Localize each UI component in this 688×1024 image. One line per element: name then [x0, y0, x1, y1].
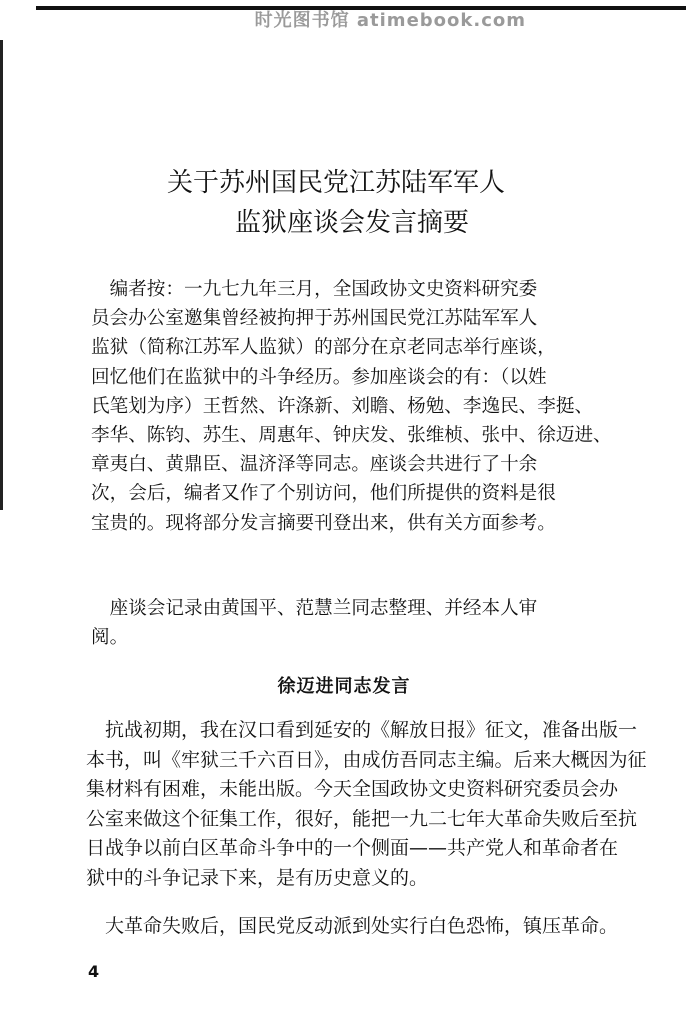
- editor-note-line: 章夷白、黄鼎臣、温济泽等同志。座谈会共进行了十余: [91, 454, 538, 476]
- page-number: 4: [88, 962, 100, 981]
- body-line: 抗战初期，我在汉口看到延安的《解放日报》征文，准备出版一: [86, 719, 638, 741]
- editor-note-line: 氏笔划为序）王哲然、许涤新、刘瞻、杨勉、李逸民、李挺、: [91, 395, 594, 417]
- editor-record-note: [91, 594, 571, 652]
- editor-record-line: 阅。: [91, 627, 129, 649]
- article-title-line-1: 关于苏州国民党江苏陆军军人: [166, 168, 505, 198]
- body-line: 狱中的斗争记录下来，是有历史意义的。: [86, 866, 429, 889]
- scan-edge: [0, 40, 3, 510]
- editor-note-line: 员会办公室邀集曾经被拘押于苏州国民党江苏陆军军人: [91, 308, 538, 330]
- body-paragraph-2: [86, 912, 619, 942]
- editor-note-line: 宝贵的。现将部分发言摘要刊登出来，供有关方面参考。: [91, 512, 556, 534]
- body-line: 大革命失败后，国民党反动派到处实行白色恐怖，镇压革命。: [86, 915, 619, 937]
- watermark: 时光图书馆 atimebook.com: [254, 10, 526, 31]
- body-paragraph-1: [86, 716, 647, 893]
- editor-note: [91, 275, 612, 538]
- section-title: 徐迈进同志发言: [277, 676, 411, 697]
- editor-note-line: 编者按：一九七九年三月，全国政协文史资料研究委: [91, 279, 538, 300]
- editor-note-line: 监狱（简称江苏军人监狱）的部分在京老同志举行座谈，: [91, 337, 556, 359]
- body-line: 集材料有困难，未能出版。今天全国政协文史资料研究委员会办: [86, 778, 619, 800]
- body-line: 日战争以前白区革命斗争中的一个侧面——共产党人和革命者在: [86, 837, 619, 859]
- editor-note-line: 回忆他们在监狱中的斗争经历。参加座谈会的有：（以姓: [91, 366, 547, 388]
- body-line: 本书，叫《牢狱三千六百日》，由成仿吾同志主编。后来大概因为征: [86, 748, 647, 771]
- article-title-line-2: 监狱座谈会发言摘要: [234, 208, 469, 238]
- editor-record-line: 座谈会记录由黄国平、范慧兰同志整理、并经本人审: [91, 598, 538, 619]
- editor-note-line: 李华、陈钧、苏生、周惠年、钟庆发、张维桢、张中、徐迈进、: [91, 425, 612, 447]
- body-line: 公室来做这个征集工作，很好，能把一九二七年大革命失败后至抗: [86, 807, 638, 830]
- editor-note-line: 次，会后，编者又作了个别访问，他们所提供的资料是很: [91, 483, 556, 505]
